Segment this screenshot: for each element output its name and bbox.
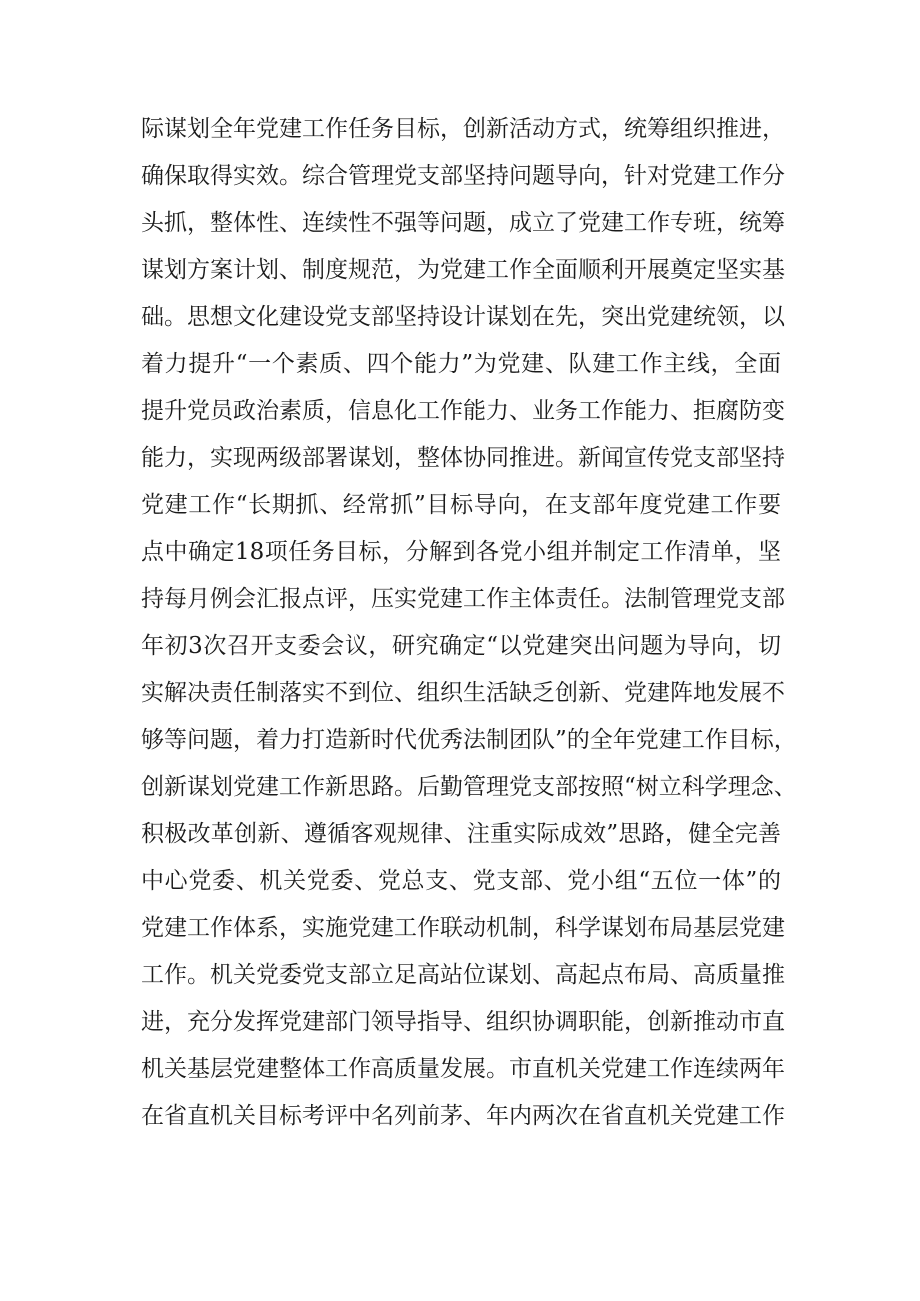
text-line: 持每月例会汇报点评，压实党建工作主体责任。法制管理党支部 xyxy=(141,586,785,612)
text-line: 际谋划全年党建工作任务目标，创新活动方式，统筹组织推进， xyxy=(141,116,785,142)
text-line: 中心党委、机关党委、党总支、党支部、党小组“五位一体”的 xyxy=(141,868,781,894)
text-line: 进，充分发挥党建部门领导指导、组织协调职能，创新推动市直 xyxy=(141,1009,785,1035)
text-line: 党建工作体系，实施党建工作联动机制，科学谋划布局基层党建 xyxy=(141,915,785,941)
text-line: 党建工作“长期抓、经常抓”目标导向，在支部年度党建工作要 xyxy=(141,492,781,518)
text-line: 在省直机关目标考评中名列前茅、年内两次在省直机关党建工作 xyxy=(141,1103,785,1129)
body-paragraph xyxy=(141,106,797,1140)
text-line: 提升党员政治素质，信息化工作能力、业务工作能力、拒腐防变 xyxy=(141,398,785,424)
text-line: 机关基层党建整体工作高质量发展。市直机关党建工作连续两年 xyxy=(141,1056,785,1082)
text-line: 点中确定18项任务目标，分解到各党小组并制定工作清单，坚 xyxy=(141,539,781,565)
text-line: 年初3次召开支委会议，研究确定“以党建突出问题为导向，切 xyxy=(141,633,781,659)
text-line: 创新谋划党建工作新思路。后勤管理党支部按照“树立科学理念、 xyxy=(141,774,797,800)
text-line: 确保取得实效。综合管理党支部坚持问题导向，针对党建工作分 xyxy=(141,163,785,189)
text-line: 础。思想文化建设党支部坚持设计谋划在先，突出党建统领，以 xyxy=(141,304,785,330)
text-line: 够等问题，着力打造新时代优秀法制团队”的全年党建工作目标， xyxy=(141,727,797,753)
text-line: 能力，实现两级部署谋划，整体协同推进。新闻宣传党支部坚持 xyxy=(141,445,785,471)
text-line: 头抓，整体性、连续性不强等问题，成立了党建工作专班，统筹 xyxy=(141,210,785,236)
text-line: 实解决责任制落实不到位、组织生活缺乏创新、党建阵地发展不 xyxy=(141,680,785,706)
text-line: 着力提升“一个素质、四个能力”为党建、队建工作主线，全面 xyxy=(141,351,781,377)
text-line: 谋划方案计划、制度规范，为党建工作全面顺利开展奠定坚实基 xyxy=(141,257,785,283)
text-line: 积极改革创新、遵循客观规律、注重实际成效”思路，健全完善 xyxy=(141,821,781,847)
text-line: 工作。机关党委党支部立足高站位谋划、高起点布局、高质量推 xyxy=(141,962,785,988)
